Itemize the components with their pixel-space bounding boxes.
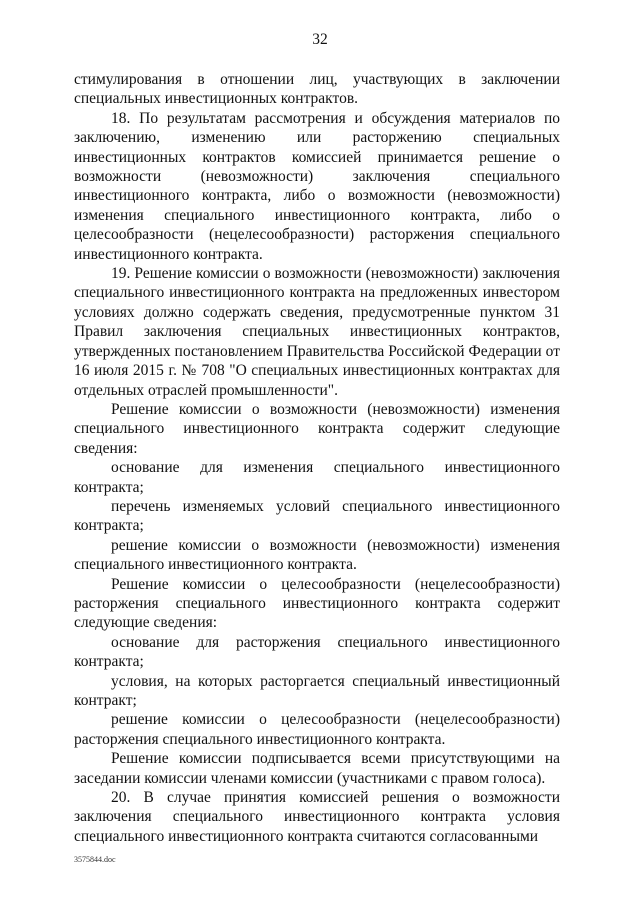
paragraph-change-basis: основание для изменения специального инвестиционного контракта; [74, 459, 560, 496]
paragraph-termination-basis: основание для расторжения специального инвестиционного контракта; [74, 633, 560, 671]
paragraph-change-decision: Решение комиссии о возможности (невозможности) изменения специального инвестиционного контракта содержит следующие сведения: [74, 400, 560, 457]
paragraph-item-18: 18. По результатам рассмотрения и обсуждения материалов по заключению, изменению или расторжению специальных инвестиционных контрактов комиссией принимается решение о возможности (невозможности) заключения специального инвестиционного контракта, либо о возможности (невозможности) изменения специального инвестиционного контракта, либо о целесообразности (нецелесообразности) расторжения специального инвестиционного контракта. [74, 109, 560, 263]
paragraph-item-20: 20. В случае принятия комиссией решения о возможности заключения специального инвестиционного контракта условия специального инвестиционного контракта считаются согласованными [74, 789, 560, 845]
paragraph-signing: Решение комиссии подписывается всеми присутствующими на заседании комиссии членами комиссии (участниками с правом голоса). [74, 750, 560, 787]
paragraph-termination-resolution: решение комиссии о целесообразности (нецелесообразности) расторжения специального инвестиционного контракта. [74, 711, 560, 748]
paragraph-item-19: 19. Решение комиссии о возможности (невозможности) заключения специального инвестиционного контракта на предложенных инвестором условиях должно содержать сведения, предусмотренные пунктом 31 Правил заключения специальных инвестиционных контрактов, утвержденных постановлением Правительства Российской Федерации от 16 июля 2015 г. № 708 "О специальных инвестиционных контрактах для отдельных отраслей промышленности". [74, 265, 560, 399]
paragraph-change-conditions: перечень изменяемых условий специального инвестиционного контракта; [74, 497, 560, 535]
document-file-id: 3575844.doc [74, 855, 116, 864]
paragraph-termination-decision: Решение комиссии о целесообразности (нецелесообразности) расторжения специального инвестиционного контракта содержит следующие сведения: [74, 575, 560, 632]
paragraph-termination-conditions: условия, на которых расторгается специальный инвестиционный контракт; [74, 672, 560, 709]
paragraph-change-resolution: решение комиссии о возможности (невозможности) изменения специального инвестиционного контракта. [74, 536, 560, 574]
paragraph-continuation: стимулирования в отношении лиц, участвующих в заключении специальных инвестиционных контрактов. [74, 71, 560, 108]
document-body [74, 70, 560, 846]
page-number: 32 [312, 31, 328, 48]
